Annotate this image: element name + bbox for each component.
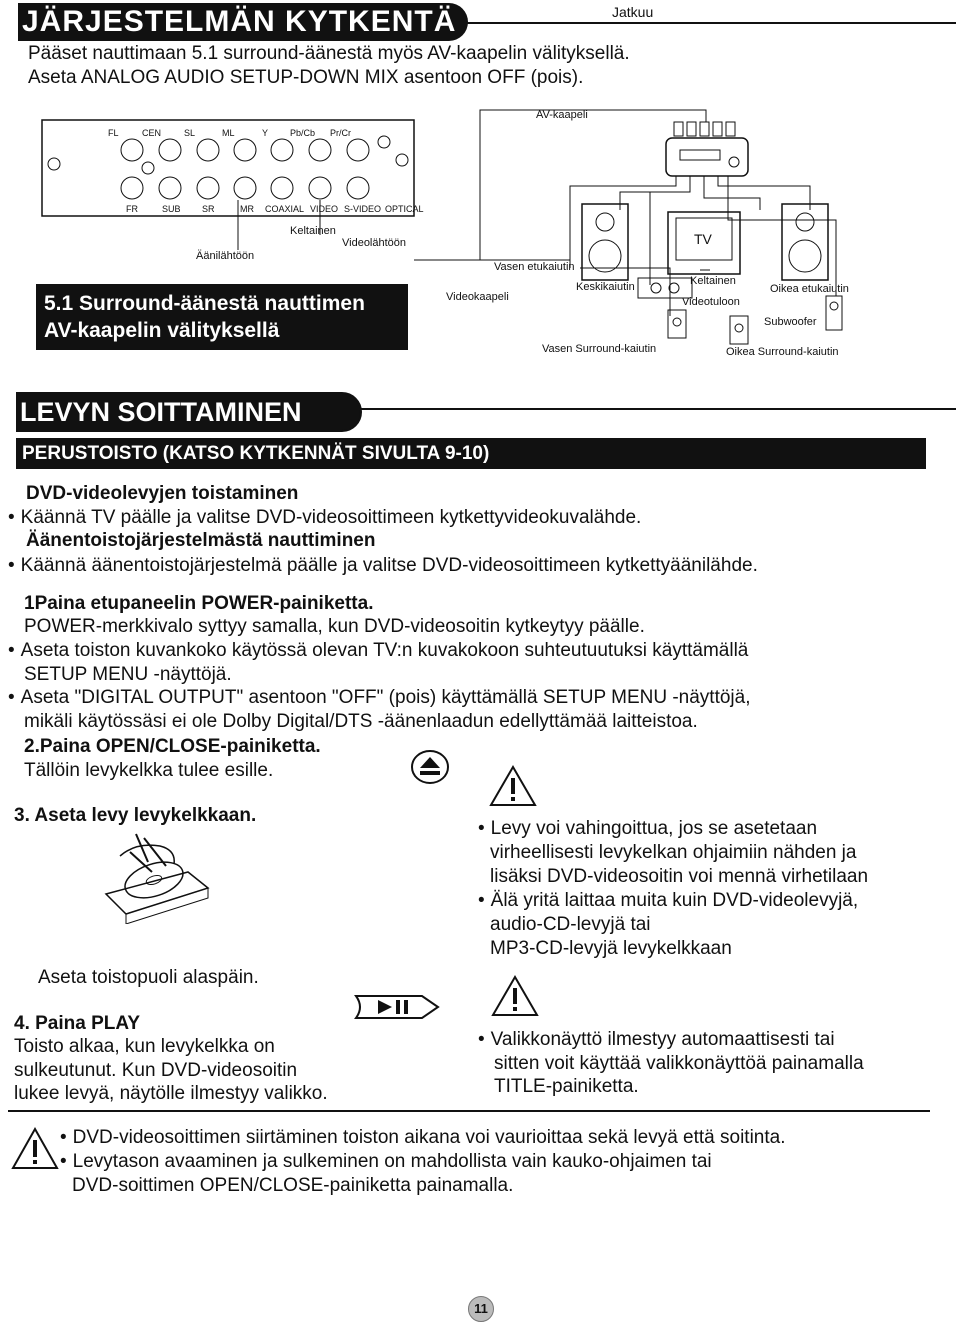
av-cable-label: AV-kaapeli xyxy=(536,109,588,121)
footer-warn-line3: DVD-soittimen OPEN/CLOSE-painiketta painamalla. xyxy=(72,1175,514,1196)
panel-label-video: VIDEO xyxy=(310,204,339,214)
panel-label-fl: FL xyxy=(108,128,119,138)
step4-line2: sulkeutunut. Kun DVD-videosoitin xyxy=(14,1060,298,1081)
eject-icon xyxy=(410,749,450,785)
dvd-heading: DVD-videolevyjen toistaminen xyxy=(26,483,299,504)
yellow-label-2: Keltainen xyxy=(690,275,736,287)
disc-tray-illustration xyxy=(96,832,216,924)
panel-label-y: Y xyxy=(262,128,269,138)
warning-icon xyxy=(488,764,538,808)
section-title-banner xyxy=(16,392,362,432)
intro-line-2: Aseta ANALOG AUDIO SETUP-DOWN MIX asentoon OFF (pois). xyxy=(28,67,584,88)
play-pause-icon xyxy=(352,992,442,1022)
panel-label-sr: SR xyxy=(202,204,215,214)
footer-warn-line1: • DVD-videosoittimen siirtäminen toiston aikana voi vaurioittaa sekä levyä että soitinta. xyxy=(60,1126,786,1150)
header-rule xyxy=(460,22,956,24)
video-in-label: Videotuloon xyxy=(682,296,740,308)
center-speaker-label: Keskikaiutin xyxy=(576,281,635,293)
step2-heading: 2.Paina OPEN/CLOSE-painiketta. xyxy=(24,736,321,757)
page-number-badge xyxy=(468,1296,494,1322)
subsection-title: PERUSTOISTO (KATSO KYTKENNÄT SIVULTA 9-10) xyxy=(22,443,490,464)
yellow-label: Keltainen xyxy=(290,225,336,237)
warn1-line3: lisäksi DVD-videosoitin voi mennä virhetilaan xyxy=(490,866,869,887)
step2-line1: Tällöin levykelkka tulee esille. xyxy=(24,760,274,781)
panel-label-svideo: S-VIDEO xyxy=(344,204,382,214)
diagram-title-line-1: 5.1 Surround-äänestä nauttimen xyxy=(44,292,365,315)
warn2-line2: sitten voit käyttää valikkonäyttöä painamalla xyxy=(494,1053,864,1074)
center-speaker xyxy=(638,278,692,298)
page-title-banner xyxy=(18,3,468,41)
step1-bullet2-line2: mikäli käytössäsi ei ole Dolby Digital/DTS -äänenlaadun edellyttämää laitteistoa. xyxy=(24,711,698,732)
panel-jacks-top xyxy=(48,136,408,174)
panel-label-optical: OPTICAL xyxy=(385,204,424,214)
audio-out-label: Äänilähtöön xyxy=(196,250,255,262)
diagram-title-line-2: AV-kaapelin välityksellä xyxy=(44,319,280,342)
panel-label-fr: FR xyxy=(126,204,138,214)
panel-label-pb: Pb/Cb xyxy=(290,128,316,138)
step1-line1: POWER-merkkivalo syttyy samalla, kun DVD-videosoitin kytkeytyy päälle. xyxy=(24,616,645,637)
warn1-line6: MP3-CD-levyjä levykelkkaan xyxy=(490,938,732,959)
video-cable-label: Videokaapeli xyxy=(446,291,509,303)
panel-label-sub: SUB xyxy=(162,204,181,214)
front-right-label: Oikea etukaiutin xyxy=(770,283,849,295)
surround-right-speaker xyxy=(730,316,748,344)
step1-bullet1-line2: SETUP MENU -näyttöjä. xyxy=(24,664,232,685)
step3-caption: Aseta toistopuoli alaspäin. xyxy=(38,967,259,988)
step3-heading: 3. Aseta levy levykelkkaan. xyxy=(14,805,257,826)
warn2-line1: • Valikkonäyttö ilmestyy automaattisesti tai xyxy=(478,1028,835,1052)
front-right-speaker xyxy=(782,204,828,280)
panel-label-ml: ML xyxy=(222,128,235,138)
warn2-line3: TITLE-painiketta. xyxy=(494,1076,639,1097)
step1-bullet1-line1: • Aseta toiston kuvankoko käytössä olevan TV:n kuvakokoon suhteutuutuksi käyttämällä xyxy=(8,639,748,663)
section-title: LEVYN SOITTAMINEN xyxy=(20,397,302,427)
page-number: 11 xyxy=(474,1301,488,1316)
tv-label: TV xyxy=(694,231,712,247)
step1-bullet2-line1: • Aseta "DIGITAL OUTPUT" asentoon "OFF" (pois) käyttämällä SETUP MENU -näyttöjä, xyxy=(8,686,751,710)
panel-label-sl: SL xyxy=(184,128,196,138)
continued-label: Jatkuu xyxy=(612,4,654,20)
warn1-line2: virheellisesti levykelkan ohjaimiin nähden ja xyxy=(490,842,857,863)
warning-icon xyxy=(490,974,540,1018)
panel-label-pr: Pr/Cr xyxy=(330,128,351,138)
step4-line3: lukee levyä, näytölle ilmestyy valikko. xyxy=(14,1083,328,1104)
video-out-label: Videolähtöön xyxy=(342,237,407,249)
front-left-speaker xyxy=(582,204,628,280)
panel-label-mr: MR xyxy=(240,204,254,214)
dvd-text: • Käännä TV päälle ja valitse DVD-videosoittimeen kytkettyvideokuvalähde. xyxy=(8,506,641,530)
audio-heading: Äänentoistojärjestelmästä nauttiminen xyxy=(26,530,376,551)
section-rule xyxy=(356,408,956,410)
subwoofer-label: Subwoofer xyxy=(764,316,817,328)
front-left-label: Vasen etukaiutin xyxy=(494,261,575,273)
subwoofer-speaker xyxy=(826,296,842,330)
step4-line1: Toisto alkaa, kun levykelkka on xyxy=(14,1036,275,1057)
warning-icon xyxy=(10,1126,60,1172)
footer-rule xyxy=(8,1110,930,1112)
surround-right-label: Oikea Surround-kaiutin xyxy=(726,346,839,358)
panel-label-cen: CEN xyxy=(142,128,162,138)
diagram-title-box xyxy=(36,284,408,350)
subsection-bar xyxy=(16,438,926,469)
audio-text: • Käännä äänentoistojärjestelmä päälle ja valitse DVD-videosoittimeen kytkettyäänilähde. xyxy=(8,554,758,578)
warn1-line4: • Älä yritä laittaa muita kuin DVD-videolevyjä, xyxy=(478,889,858,913)
panel-label-coaxial: COAXIAL xyxy=(265,204,305,214)
step1-heading: 1Paina etupaneelin POWER-painiketta. xyxy=(24,593,374,614)
warn1-line1: • Levy voi vahingoittua, jos se asetetaan xyxy=(478,817,817,841)
surround-left-label: Vasen Surround-kaiutin xyxy=(542,343,657,355)
intro-line-1: Pääset nauttimaan 5.1 surround-äänestä myös AV-kaapelin välityksellä. xyxy=(28,43,630,64)
panel-jacks-bottom xyxy=(121,177,369,199)
warn1-line5: audio-CD-levyjä tai xyxy=(490,914,651,935)
step4-heading: 4. Paina PLAY xyxy=(14,1013,141,1034)
footer-warn-line2: • Levytason avaaminen ja sulkeminen on mahdollista vain kauko-ohjaimen tai xyxy=(60,1150,712,1174)
page-title: JÄRJESTELMÄN KYTKENTÄ xyxy=(22,5,457,38)
surround-left-speaker xyxy=(668,310,686,338)
